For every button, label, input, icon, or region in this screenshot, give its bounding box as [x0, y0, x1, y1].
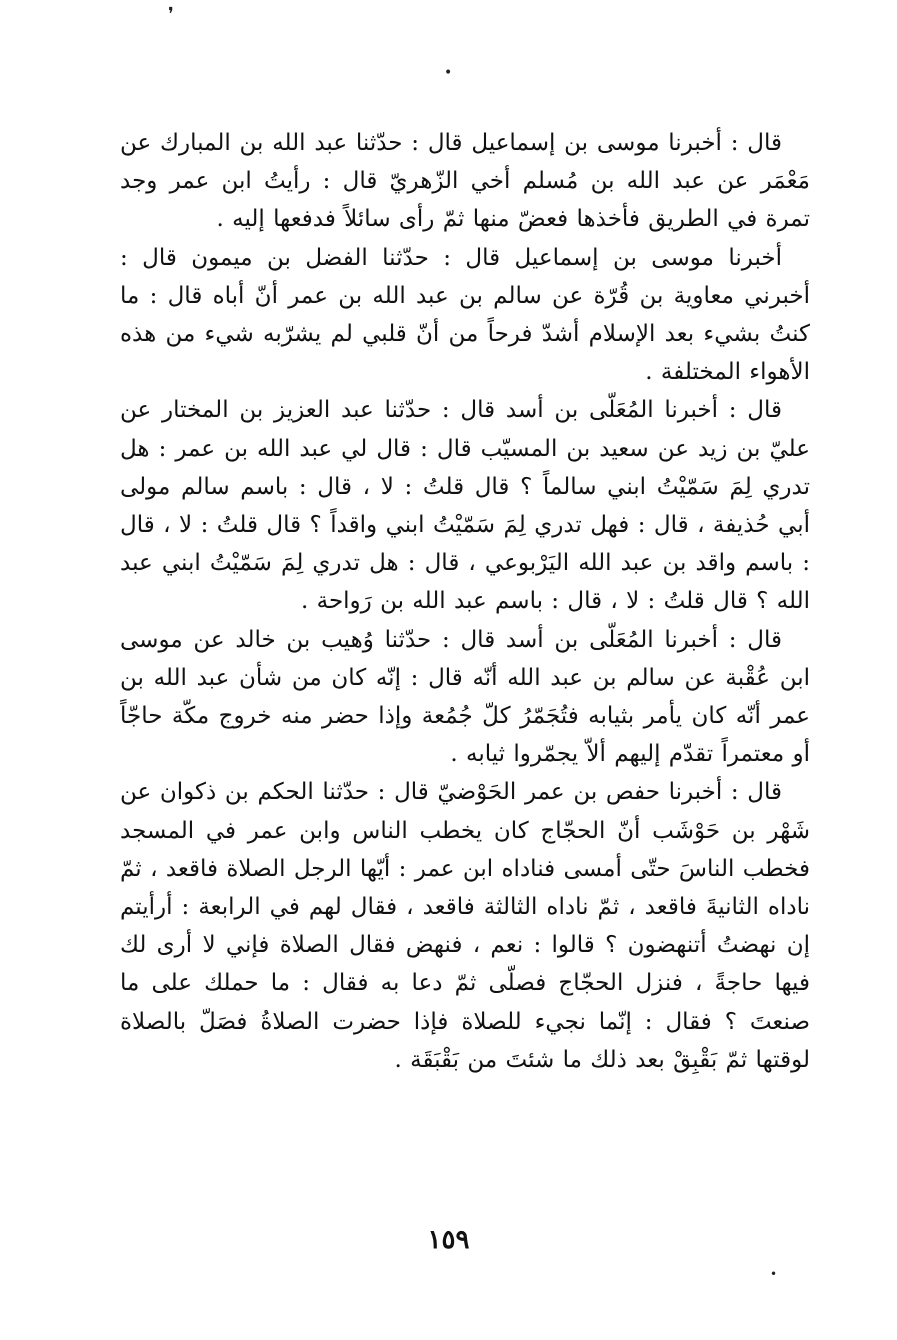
paragraph-2: أخبرنا موسى بن إسماعيل قال : حدّثنا الفضل بن ميمون قال : أخبرني معاوية بن قُرّة عن سالم بن عبد الله بن عمر أنّ أباه قال : ما كنتُ بشيء بعد الإسلام أشدّ فرحاً من أنّ قلبي لم يشرّبه شيء من هذه الأهواء المختلفة . — [120, 244, 810, 386]
paragraph-3: قال : أخبرنا المُعَلّى بن أسد قال : حدّثنا عبد العزيز بن المختار عن عليّ بن زيد عن سعيد بن المسيّب قال : قال لي عبد الله بن عمر : هل تدري لِمَ سَمّيْتُ ابني سالماً ؟ قال قلتُ : لا ، قال : باسم سالم مولى أبي حُذيفة ، قال : فهل تدري لِمَ سَمّيْتُ ابني واقداً ؟ قال قلتُ : لا ، قال : باسم واقد بن عبد الله اليَرْبوعي ، قال : هل تدري لِمَ سَمّيْتُ ابني عبد الله ؟ قال قلتُ : لا ، قال : باسم عبد الله بن رَواحة . — [120, 397, 810, 615]
paragraph-1: قال : أخبرنا موسى بن إسماعيل قال : حدّثنا عبد الله بن المبارك عن مَعْمَر عن عبد الله بن مُسلم أخي الزّهريّ قال : رأيتُ ابن عمر وجد تمرة في الطريق فأخذها فعضّ منها ثمّ رأى سائلاً فدفعها إليه . — [120, 130, 810, 233]
ink-dot-mark-bottom: • — [770, 1267, 778, 1281]
paragraph-4: قال : أخبرنا المُعَلّى بن أسد قال : حدّثنا وُهيب بن خالد عن موسى ابن عُقْبة عن سالم بن عبد الله أنّه قال : إنّه كان من شأن عبد الله بن عمر أنّه كان يأمر بثيابه فتُجَمّرُ كلّ جُمُعة وإذا حضر منه خروج مكّة حاجّاً أو معتمراً تقدّم إليهم ألاّ يجمّروا ثيابه . — [120, 626, 810, 768]
ink-dot-mark: • — [444, 65, 453, 81]
paragraph-5: قال : أخبرنا حفص بن عمر الحَوْضيّ قال : حدّثنا الحكم بن ذكوان عن شَهْر بن حَوْشَب أنّ الحجّاج كان يخطب الناس وابن عمر في المسجد فخطب الناسَ حتّى أمسى فناداه ابن عمر : أيّها الرجل الصلاة فاقعد ، ثمّ ناداه الثانيةَ فاقعد ، ثمّ ناداه الثالثة فاقعد ، فقال لهم في الرابعة : أرأيتم إن نهضتُ أتنهضون ؟ قالوا : نعم ، فنهض فقال الصلاة فإني لا أرى لك فيها حاجةً ، فنزل الحجّاج فصلّى ثمّ دعا به فقال : ما حملك على ما صنعتَ ؟ فقال : إنّما نجيء للصلاة فإذا حضرت الصلاةُ فصَلّ بالصلاة لوقتها ثمّ بَقْبِقْ بعد ذلك ما شئتَ من بَقْبَقَة . — [120, 779, 810, 1073]
page-number: ١٥٩ — [427, 1225, 470, 1255]
ink-speck-mark: ❜ — [168, 4, 174, 25]
body-text — [120, 124, 810, 1079]
